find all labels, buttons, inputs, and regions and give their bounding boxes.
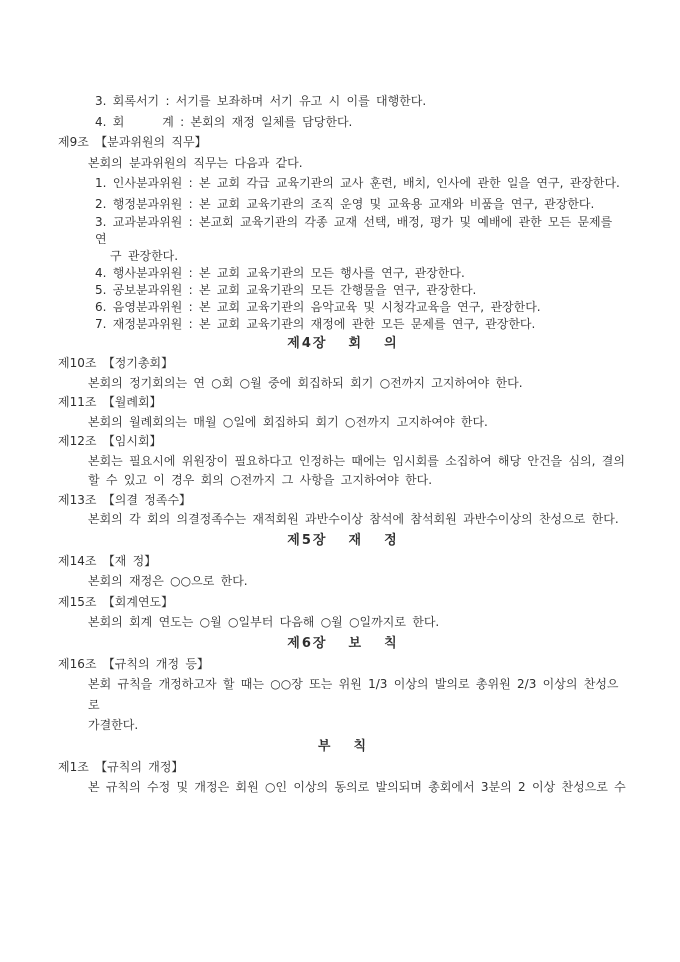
paragraph: 본회의 월례회의는 매월 ○일에 회집하되 회기 ○전까지 고지하여야 한다.: [88, 414, 488, 429]
chapter-heading: 부 칙: [317, 738, 369, 754]
article-title: 제1조 【규칙의 개정】: [58, 759, 184, 774]
article-title: 제11조 【월례회】: [58, 395, 162, 409]
paragraph: 본회는 필요시에 위원장이 필요하다고 인정하는 때에는 임시회를 소집하여 해당 안건을 심의, 결의: [88, 453, 625, 468]
list-item: 2. 행정분과위원 : 본 교회 교육기관의 조직 운영 및 교육용 교재와 비품을 연구, 관장한다.: [95, 196, 595, 211]
paragraph: 본회의 재정은 ○○으로 한다.: [88, 574, 248, 588]
article-title: 제16조 【규칙의 개정 등】: [58, 656, 209, 671]
list-item: 3. 회록서기 : 서기를 보좌하며 서기 유고 시 이를 대행한다.: [95, 94, 427, 108]
paragraph: 본 규칙의 수정 및 개정은 회원 ○인 이상의 동의로 발의되며 총회에서 3분의 2 이상 찬성으로 수: [88, 780, 626, 794]
list-item: 4. 행사분과위원 : 본 교회 교육기관의 모든 행사를 연구, 관장한다.: [95, 266, 465, 280]
article-title: 제15조 【회계연도】: [58, 594, 174, 609]
chapter-heading: 제5장 재 정: [287, 532, 399, 548]
continuation-line: 할 수 있고 이 경우 회의 ○전까지 그 사항을 고지하여야 한다.: [88, 473, 433, 487]
list-item: 6. 음영분과위원 : 본 교회 교육기관의 음악교육 및 시청각교육을 연구, 관장한다.: [95, 300, 541, 314]
article-title: 제12조 【임시회】: [58, 434, 162, 448]
list-item: 3. 교과분과위원 : 본교회 교육기관의 각종 교재 선택, 배정, 평가 및 예배에 관한 모든 문제를 연: [95, 215, 619, 246]
paragraph: 본회 규칙을 개정하고자 할 때는 ○○장 또는 위원 1/3 이상의 발의로 총위원 2/3 이상의 찬성으로: [88, 677, 619, 712]
list-item: 4. 회 계 : 본회의 재정 일체를 담당한다.: [95, 114, 353, 129]
list-item: 5. 공보분과위원 : 본 교회 교육기관의 모든 간행물을 연구, 관장한다.: [95, 283, 477, 297]
article-title: 제9조 【분과위원의 직무】: [58, 135, 207, 149]
article-title: 제14조 【재 정】: [58, 553, 157, 568]
paragraph: 본회의 각 회의 의결정족수는 재적회원 과반수이상 참석에 참석회원 과반수이상의 찬성으로 한다.: [88, 512, 619, 526]
paragraph: 본회의 분과위원의 직무는 다음과 같다.: [88, 155, 303, 170]
continuation-line: 가결한다.: [88, 718, 139, 732]
paragraph: 본회의 정기회의는 연 ○회 ○월 중에 회집하되 회기 ○전까지 고지하여야 한다.: [88, 375, 523, 390]
chapter-heading: 제6장 보 칙: [287, 635, 399, 651]
list-item: 1. 인사분과위원 : 본 교회 각급 교육기관의 교사 훈련, 배치, 인사에 관한 일을 연구, 관장한다.: [95, 176, 620, 190]
paragraph: 본회의 회계 연도는 ○월 ○일부터 다음해 ○월 ○일까지로 한다.: [88, 615, 440, 629]
continuation-line: 구 관장한다.: [110, 249, 179, 263]
article-title: 제13조 【의결 정족수】: [58, 492, 192, 507]
list-item: 7. 재정분과위원 : 본 교회 교육기관의 재정에 관한 모든 문제를 연구, 관장한다.: [95, 317, 536, 331]
chapter-heading: 제4장 회 의: [287, 336, 399, 351]
article-title: 제10조 【정기총회】: [58, 356, 174, 370]
